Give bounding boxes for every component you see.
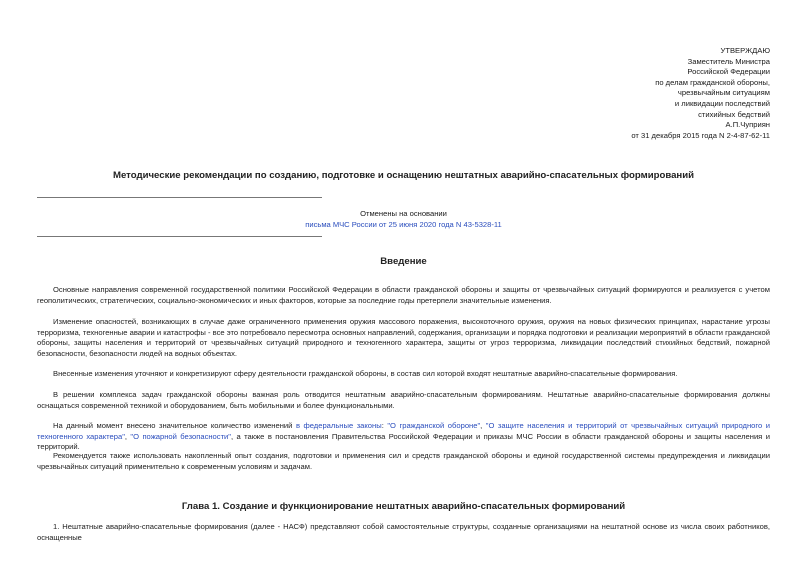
cancellation-note: [37, 208, 770, 230]
text: :: [381, 421, 388, 430]
link-fire-safety-law[interactable]: "О пожарной безопасности": [130, 431, 231, 441]
link-civil-defense-law[interactable]: "О гражданской обороне": [387, 421, 481, 430]
approval-line: от 31 декабря 2015 года N 2-4-87-62-11: [631, 130, 770, 140]
paragraph: 1. Нештатные аварийно-спасательные формирования (далее - НАСФ) представляют собой самостоятельные структуры, созданные организациями на нештатной основе из числа своих работников, оснащенные: [37, 522, 770, 542]
paragraph: Основные направления современной государственной политики Российской Федерации в области гражданской обороны и защиты от чрезвычайных ситуаций формируются и реализуется с учетом геополитических, стратегических, социально-экономических и иных факторов, которые за последние годы претерпели значительные изменения.: [37, 285, 770, 305]
approval-line: и ликвидации последствий: [674, 98, 770, 108]
approval-line: чрезвычайным ситуациям: [677, 88, 770, 98]
chapter-heading: Глава 1. Создание и функционирование нештатных аварийно-спасательных формирований: [181, 501, 626, 512]
paragraph: Внесенные изменения уточняют и конкретизируют сферу деятельности гражданской обороны, в состав сил которой входят нештатные аварийно-спасательные формирования.: [53, 369, 678, 378]
approval-line: Заместитель Министра: [687, 56, 770, 66]
divider-top: [37, 197, 322, 198]
approval-line: по делам гражданской обороны,: [655, 77, 770, 87]
document-title: Методические рекомендации по созданию, подготовке и оснащению нештатных аварийно-спасательных формирований: [112, 170, 695, 181]
approval-line: УТВЕРЖДАЮ: [720, 46, 770, 55]
link-emergency-protection-law[interactable]: "О защите населения и территорий от чрезвычайных ситуаций природного и техногенного характера": [37, 421, 770, 441]
cancellation-link[interactable]: письма МЧС России от 25 июня 2020 года N 43-5328-11: [305, 220, 502, 229]
link-federal-laws[interactable]: в федеральные законы: [295, 421, 382, 430]
approval-block: [530, 46, 770, 141]
text: ,: [124, 431, 131, 441]
paragraph-laws: [37, 421, 770, 453]
paragraph: В решении комплекса задач гражданской обороны важная роль отводится нештатным аварийно-спасательным формированиям. Нештатные аварийно-спасательные формирования должны оснащаться современной техникой и оборудованием, быть мобильными и более функциональными.: [37, 390, 770, 410]
paragraph: Изменение опасностей, возникающих в случае даже ограниченного применения оружия массового поражения, высокоточного оружия, оружия на новых физических принципах, нарастание угрозы терроризма, техногенные аварии и катастрофы - все это потребовало пересмотра основных направлений, содержания, организации и порядка подготовки и реализации мероприятий в области гражданской обороны, защиты населения и территорий от чрезвычайных ситуаций природного и техногенного характера, защиты от угроз терроризма, ликвидации последствий стихийных бедствий, пожарной безопасности, безопасности людей на водных объектах.: [37, 317, 770, 358]
approval-line: стихийных бедствий: [698, 109, 770, 119]
approval-line: А.П.Чуприян: [725, 120, 770, 130]
cancellation-text: Отменены на основании: [360, 209, 447, 218]
text: На данный момент внесено значительное количество изменений: [53, 421, 296, 430]
divider-bottom: [37, 236, 322, 237]
approval-line: Российской Федерации: [687, 67, 770, 77]
paragraph: Рекомендуется также использовать накопленный опыт создания, подготовки и применения сил и средств гражданской обороны и единой государственной системы предупреждения и ликвидации чрезвычайных ситуаций применительно к современным условиям и задачам.: [37, 451, 770, 471]
text: , а также в постановления Правительства Российской Федерации и приказы МЧС России в области гражданской обороны и защиты населения и территорий.: [37, 431, 770, 451]
text: ,: [480, 421, 486, 430]
section-heading-intro: Введение: [380, 256, 427, 267]
